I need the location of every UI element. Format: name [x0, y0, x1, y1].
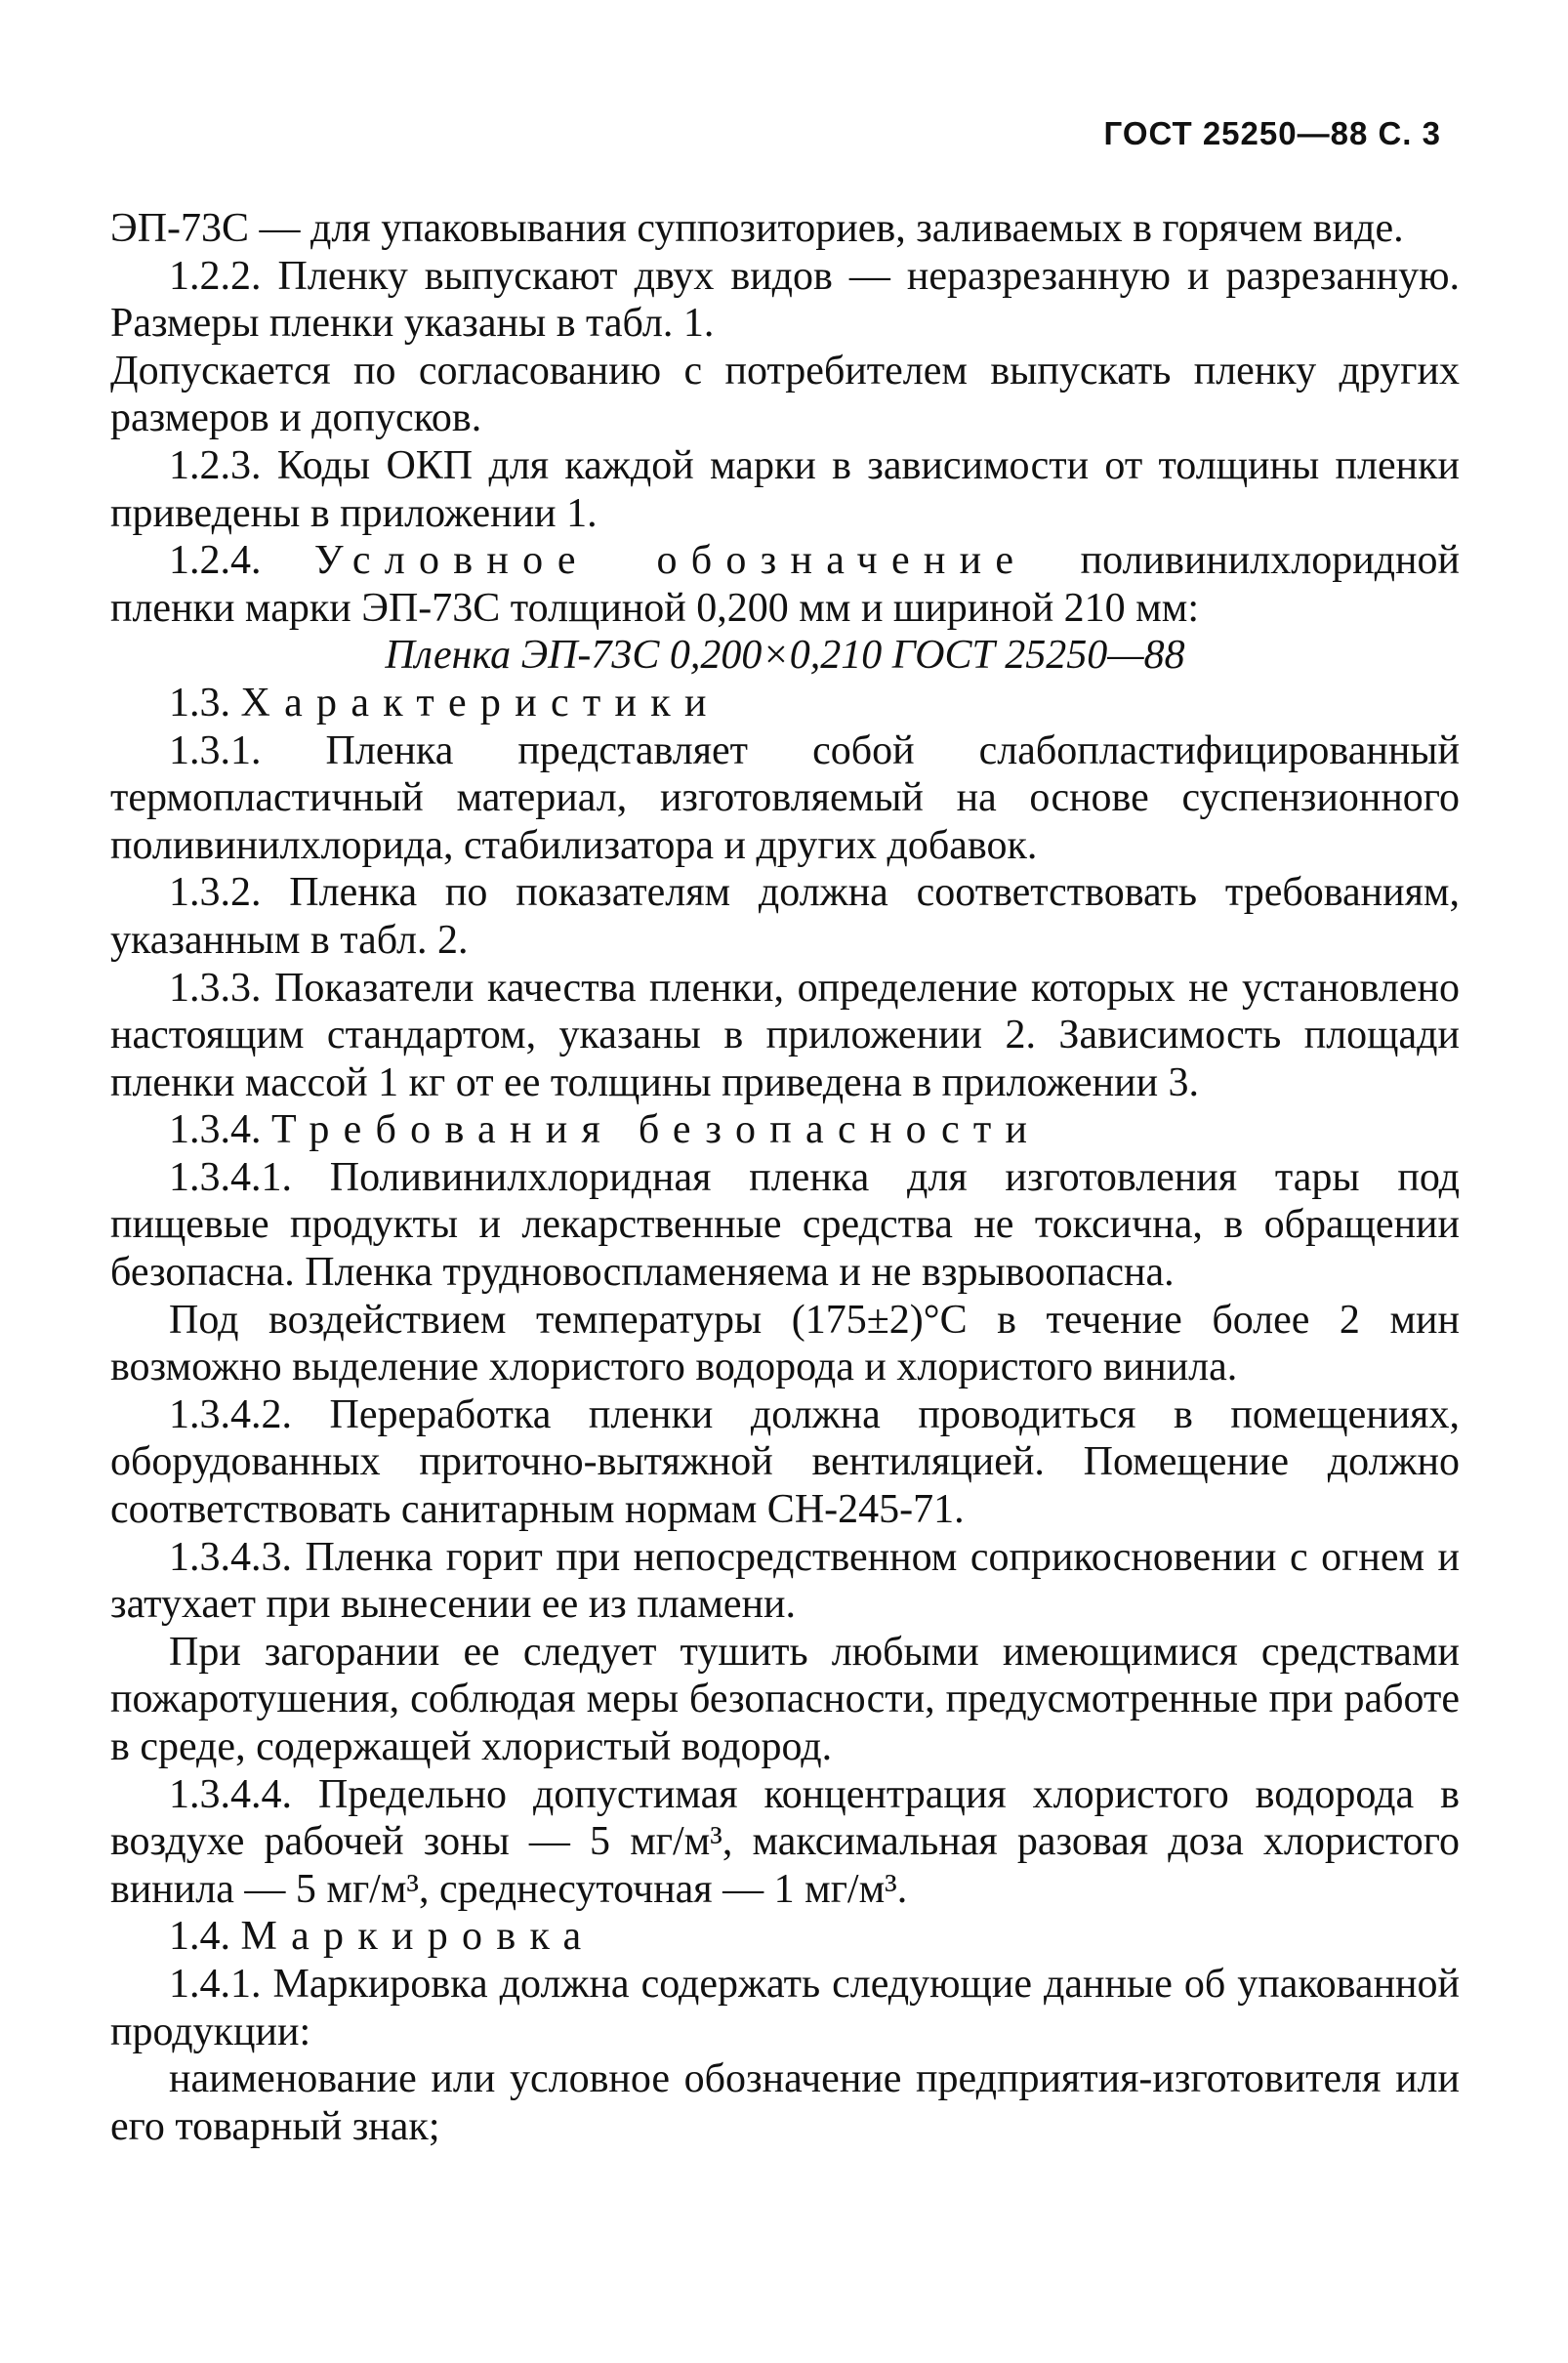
- designation-example: Пленка ЭП-73С 0,200×0,210 ГОСТ 25250—88: [385, 633, 1185, 679]
- clause-heading: Требования безопасности: [271, 1107, 1042, 1153]
- section-heading: [110, 1106, 1460, 1154]
- paragraph: 1.3.4.1. Поливинилхлоридная пленка для изготовления тары под пищевые продукты и лекарственные средства не токсична, в обращении безопасна. Пленка трудновоспламеняема и не взрывоопасна.: [110, 1154, 1460, 1296]
- page-header: ГОСТ 25250—88 С. 3: [1103, 115, 1441, 151]
- paragraph: 1.3.2. Пленка по показателям должна соответствовать требованиям, указанным в табл. 2.: [110, 870, 1460, 963]
- paragraph: 1.3.4.3. Пленка горит при непосредственном соприкосновении с огнем и затухает при вынесении ее из пламени.: [110, 1534, 1460, 1628]
- paragraph: При загорании ее следует тушить любыми имеющимися средствами пожаротушения, соблюдая меры безопасности, предусмотренные при работе в среде, содержащей хлористый водород.: [110, 1629, 1460, 1769]
- paragraph: 1.3.4.4. Предельно допустимая концентрация хлористого водорода в воздухе рабочей зоны — 5 мг/м³, максимальная разовая доза хлористого винила — 5 мг/м³, среднесуточная — 1 мг/м³.: [110, 1771, 1460, 1912]
- clause-number: 1.2.4.: [169, 538, 262, 584]
- section-heading: [110, 1913, 1460, 1961]
- document-body: [110, 205, 1460, 2150]
- paragraph: 1.3.4.2. Переработка пленки должна проводиться в помещениях, оборудованных приточно-вытяжной вентиляцией. Помещение должно соответствовать санитарным нормам СН-245-71.: [110, 1391, 1460, 1533]
- paragraph: 1.4.1. Маркировка должна содержать следующие данные об упакованной продукции:: [110, 1961, 1460, 2054]
- paragraph: 1.2.2. Пленку выпускают двух видов — неразрезанную и разрезанную. Размеры пленки указаны в табл. 1.: [110, 253, 1460, 347]
- paragraph: 1.3.1. Пленка представляет собой слабопластифицированный термопластичный материал, изготовляемый на основе суспензионного поливинилхлорида, стабилизатора и других добавок.: [110, 727, 1460, 868]
- paragraph: Допускается по согласованию с потребителем выпускать пленку других размеров и допусков.: [110, 348, 1460, 441]
- clause-number: 1.3.4.: [169, 1107, 262, 1153]
- clause-heading: Маркировка: [240, 1914, 596, 1960]
- clause-number: 1.4.: [169, 1914, 230, 1960]
- section-heading: [110, 680, 1460, 727]
- clause-heading: Характеристики: [240, 680, 721, 725]
- paragraph: Под воздействием температуры (175±2)°С в течение более 2 мин возможно выделение хлористого водорода и хлористого винила.: [110, 1297, 1460, 1390]
- paragraph: наименование или условное обозначение предприятия-изготовителя или его товарный знак;: [110, 2056, 1460, 2149]
- paragraph: [110, 537, 1460, 632]
- paragraph: 1.3.3. Показатели качества пленки, определение которых не установлено настоящим стандартом, указаны в приложении 2. Зависимость площади пленки массой 1 кг от ее толщины приведена в приложении 3.: [110, 965, 1460, 1105]
- clause-text: поливинилхлоридной пленки марки ЭП-73С толщиной 0,200 мм и шириной 210 мм:: [110, 538, 1460, 631]
- paragraph: ЭП-73С — для упаковывания суппозиториев, заливаемых в горячем виде.: [110, 206, 1404, 251]
- paragraph: 1.2.3. Коды ОКП для каждой марки в зависимости от толщины пленки приведены в приложении 1.: [110, 442, 1460, 536]
- clause-number: 1.3.: [169, 680, 230, 725]
- clause-heading: Условное обозначение: [313, 538, 1028, 584]
